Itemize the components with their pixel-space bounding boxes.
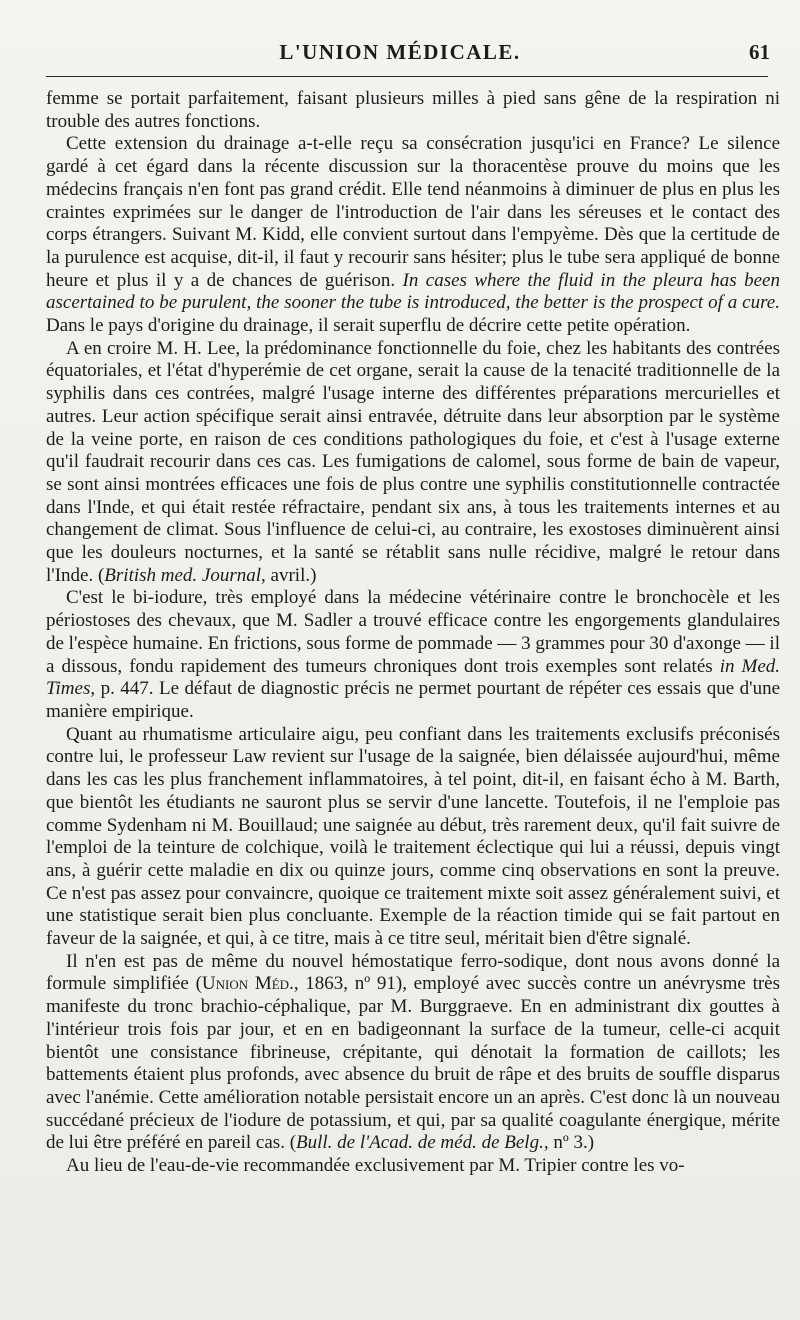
text-run: Au lieu de l'eau-de-vie recommandée exclusivement par M. Tripier contre les vo- <box>66 1155 685 1177</box>
paragraph-p5 <box>46 951 780 1155</box>
text-run: C'est le bi-iodure, très employé dans la médecine vétérinaire contre le bronchocèle et les périostoses des chevaux, que M. Sadler a trouvé efficace contre les engorgements glandulaires de l'espèce humaine. En frictions, sous forme de pommade — 3 grammes pour 30 d'axonge — il a dissous, fondu rapidement des tumeurs chroniques dont trois exemples sont relatés <box>46 587 780 677</box>
text-run: Il n'en est pas de même du nouvel hémostatique ferro-sodique, dont nous avons donné la formule simplifiée ( <box>46 950 780 995</box>
paragraph-p0 <box>46 88 780 133</box>
page-number: 61 <box>749 40 770 64</box>
italic-citation: in Med. Times <box>46 655 780 700</box>
italic-citation: British med. Journal, <box>104 564 266 586</box>
running-head: L'UNION MÉDICALE. <box>279 40 521 64</box>
text-run: , 1863, nº 91), employé avec succès contre un anévrysme très manifeste du tronc brachio-céphalique, par M. Burggraeve. En en administrant dix gouttes à l'intérieur trois fois par jour, et en en badigeonnant la surface de la tumeur, celle-ci acquit bientôt une consistance fibrineuse, crépitante, qui dénotait la formation de caillots; les battements étaient plus profonds, avec absence du bruit de râpe et des bruits de souffle disparus avec l'anémie. Cette amélioration notable persistait encore un an après. C'est donc là un nouveau succédané précieux de l'iodure de potassium, et qui, par sa qualité coagulante énergique, mérite de lui être préféré en pareil cas. ( <box>46 973 780 1154</box>
paragraph-p4 <box>46 724 780 951</box>
text-run: A en croire M. H. Lee, la prédominance fonctionnelle du foie, chez les habitants des contrées équatoriales, et l'état d'hyperémie de cet organe, serait la cause de la tenacité traditionnelle de la syphilis dans ces contrées, malgré l'usage interne des différentes préparations mercurielles et autres. Leur action spécifique serait ainsi entravée, détruite dans leur absorption par le système de la veine porte, en raison de ces conditions pathologiques du foie, et c'est à l'usage externe qu'il faudrait recourir dans ces cas. Les fumigations de calomel, sous forme de bain de vapeur, se sont ainsi montrées efficaces une fois de plus contre une syphilis constitutionnelle contractée dans l'Inde, et qui était restée réfractaire, pendant six ans, à tous les traitements internes et au changement de climat. Sous l'influence de celui-ci, au contraire, les exostoses diminuèrent ainsi que les douleurs nocturnes, et la santé se rétablit sans nulle récidive, malgré le retour dans l'Inde. ( <box>46 337 780 586</box>
paragraph-p2 <box>46 338 780 588</box>
text-run: Cette extension du drainage a-t-elle reçu sa consécration jusqu'ici en France? Le silence gardé à cet égard dans la récente discussion sur la thoracentèse prouve du moins que les médecins français n'en font pas grand crédit. Elle tend néanmoins à diminuer de plus en plus les craintes exprimées sur le danger de l'introduction de l'air dans les séreuses et le contact des corps étrangers. Suivant M. Kidd, elle convient surtout dans l'empyème. Dès que la certitude de la purulence est acquise, dit-il, il faut y recourir sans hésiter; plus le tube sera appliqué de bonne heure et plus il y a de chances de guérison. <box>46 133 780 291</box>
paragraph-p6 <box>46 1155 780 1178</box>
body-text <box>46 88 780 1178</box>
text-run: avril.) <box>265 564 317 586</box>
page-header <box>0 40 800 74</box>
paragraph-p3 <box>46 587 780 723</box>
header-rule <box>46 76 768 77</box>
text-run: , nº 3.) <box>543 1132 595 1154</box>
smallcaps-citation: Union Méd. <box>201 973 294 995</box>
paragraph-p1 <box>46 133 780 337</box>
italic-citation: In cases where the fluid in the pleura has been ascertained to be purulent, the sooner the tube is introduced, the better is the prospect of a cure. <box>46 269 780 314</box>
text-run: femme se portait parfaitement, faisant plusieurs milles à pied sans gêne de la respiration ni trouble des autres fonctions. <box>46 88 780 132</box>
text-run: , p. 447. Le défaut de diagnostic précis ne permet pourtant de répéter ces essais que d'une manière empirique. <box>46 678 780 722</box>
text-run: Quant au rhumatisme articulaire aigu, peu confiant dans les traitements exclusifs préconisés contre lui, le professeur Law revient sur l'usage de la saignée, bien délaissée aujourd'hui, même dans les cas les plus franchement inflammatoires, à tel point, dit-il, en faisant écho à M. Barth, que bientôt les étudiants ne sauront plus se servir d'une lancette. Toutefois, il ne l'emploie pas comme Sydenham ni M. Bouillaud; une saignée au début, très rarement deux, qu'il fait suivre de l'emploi de la teinture de colchique, voilà le traitement éclectique qui lui a réussi, depuis vingt ans, à guérir cette maladie en dix ou quinze jours, comme cinq observations en sont la preuve. Ce n'est pas assez pour convaincre, quoique ce traitement mixte soit assez généralement suivi, et une statistique serait bien plus concluante. Exemple de la réaction timide qui se fait partout en faveur de la saignée, et qui, à ce titre, mais à ce titre seul, méritait bien d'être signalé. <box>46 723 780 950</box>
italic-citation: Bull. de l'Acad. de méd. de Belg. <box>296 1132 544 1154</box>
text-run: Dans le pays d'origine du drainage, il serait superflu de décrire cette petite opération. <box>46 315 691 337</box>
